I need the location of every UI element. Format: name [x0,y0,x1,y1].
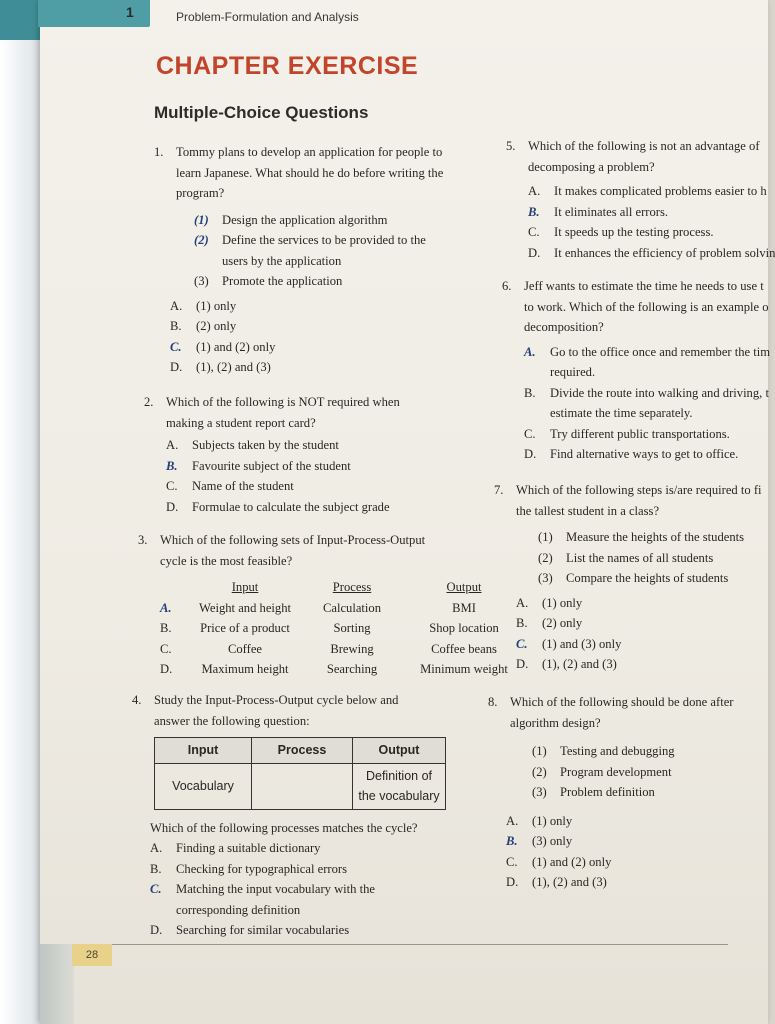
question-stem-line: algorithm design? [510,715,601,730]
question-number: 4. [132,693,142,707]
question-prompt: Which of the following processes matches the cycle? [150,820,418,835]
page-number: 28 [72,944,112,966]
ipo-table-header: Output [353,738,446,764]
question-stem-line: program? [176,186,225,200]
answer-option[interactable]: A. Weight and height Calculation BMI [160,600,476,615]
question-stem-line: Which of the following is NOT required when [166,395,400,409]
question-number: 7. [494,483,504,497]
answer-option[interactable]: A. (1) only [506,813,573,828]
sub-item: (1) Design the application algorithm [194,212,388,227]
answer-option[interactable]: D. Maximum height Searching Minimum weight [160,662,508,676]
answer-option[interactable]: D. Formulae to calculate the subject grade [166,499,390,514]
ipo-table-cell: Definition of the vocabulary [353,763,446,809]
question-stem-line: Which of the following sets of Input-Process-Output [160,533,426,547]
ipo-header-row: Input Process Output [231,580,482,594]
question-6 [524,276,771,465]
question-stem-line: Which of the following should be done after [510,695,734,709]
answer-option[interactable]: B. Divide the route into walking and driving, t [524,385,769,400]
answer-option[interactable]: C. (1) and (2) only [170,339,276,354]
sub-item: (3) Problem definition [532,785,655,799]
question-number: 8. [488,695,498,709]
chapter-tab [38,0,150,27]
ipo-table-header: Input [155,738,252,764]
answer-option[interactable]: A. It makes complicated problems easier to h [528,184,767,198]
answer-option[interactable]: C. (1) and (2) only [506,854,612,869]
question-stem-line: making a student report card? [166,415,316,430]
answer-option[interactable]: C. Matching the input vocabulary with the [150,882,376,896]
chapter-title: CHAPTER EXERCISE [156,52,419,80]
question-stem-line: Tommy plans to develop an application for people to [176,145,443,159]
answer-option[interactable]: B. It eliminates all errors. [528,204,669,219]
answer-option[interactable]: B. Checking for typographical errors [150,861,348,876]
answer-option[interactable]: B. (3) only [506,834,573,848]
question-7 [516,480,764,675]
question-stem-line: to work. Which of the following is an example o [524,299,769,314]
sub-item: (2) Define the services to be provided to the [194,233,426,247]
sub-item: (2) List the names of all students [538,550,714,565]
answer-option[interactable]: A. Finding a suitable dictionary [150,841,321,855]
answer-option[interactable]: D. Find alternative ways to get to office. [524,447,739,461]
question-stem-line: the tallest student in a class? [516,503,660,518]
answer-option[interactable]: A. Subjects taken by the student [166,438,339,452]
sub-item: (1) Measure the heights of the students [538,530,745,544]
question-8 [506,692,764,893]
answer-option[interactable]: D. (1), (2) and (3) [170,360,271,374]
question-stem-line: cycle is the most feasible? [160,553,293,568]
question-stem-line: Which of the following steps is/are required to fi [516,483,762,497]
question-4 [132,690,454,941]
section-title: Multiple-Choice Questions [154,103,369,122]
sub-item: (3) Compare the heights of students [538,571,729,585]
running-head: Problem-Formulation and Analysis [176,10,359,24]
answer-option[interactable]: D. It enhances the efficiency of problem solvin [528,245,775,260]
ipo-table [154,737,446,810]
question-number: 5. [506,139,516,153]
question-stem-line: decomposing a problem? [528,159,655,174]
question-3 [138,530,508,680]
page-stack-tab [0,0,40,40]
answer-option[interactable]: D. (1), (2) and (3) [506,875,607,889]
page-corner-flap [40,944,74,1024]
question-number: 6. [502,279,512,293]
answer-option[interactable]: C. Try different public transportations. [524,426,730,441]
question-1 [154,142,476,378]
ipo-table-cell [252,763,353,809]
answer-option: estimate the time separately. [550,406,693,420]
answer-option[interactable]: B. Price of a product Sorting Shop location [160,621,499,635]
answer-option: corresponding definition [176,902,301,917]
question-2 [144,392,466,517]
question-number: 2. [144,395,154,409]
answer-option[interactable]: C. Coffee Brewing Coffee beans [160,641,497,656]
answer-option[interactable]: D. Searching for similar vocabularies [150,923,350,937]
answer-option[interactable]: B. (2) only [516,616,583,630]
answer-option[interactable]: A. (1) only [516,595,583,610]
question-number: 3. [138,533,148,547]
question-stem-line: Study the Input-Process-Output cycle below and [154,693,399,707]
question-stem-line: learn Japanese. What should he do before writing the [176,165,444,180]
question-stem-line: Jeff wants to estimate the time he needs to use t [524,279,764,293]
sub-item: (1) Testing and debugging [532,744,675,758]
answer-option[interactable]: B. (2) only [170,319,237,333]
answer-option[interactable]: B. Favourite subject of the student [166,458,351,473]
sub-item: users by the application [222,253,342,268]
answer-option[interactable]: A. (1) only [170,298,237,313]
chapter-number: 1 [126,4,134,20]
sub-item: (2) Program development [532,764,672,779]
answer-option[interactable]: C. It speeds up the testing process. [528,225,714,239]
footer-rule [72,944,728,945]
answer-option[interactable]: D. (1), (2) and (3) [516,657,617,671]
question-number: 1. [154,145,164,159]
sub-item: (3) Promote the application [194,274,343,288]
answer-option: required. [550,365,596,379]
ipo-table-cell: Vocabulary [155,763,252,809]
ipo-table-header: Process [252,738,353,764]
answer-option[interactable]: A. Go to the office once and remember the tim [524,344,771,359]
question-5 [528,136,775,263]
question-stem-line: Which of the following is not an advantage of [528,139,760,153]
question-stem-line: answer the following question: [154,713,310,728]
answer-option[interactable]: C. (1) and (3) only [516,636,622,651]
question-stem-line: decomposition? [524,320,604,334]
answer-option[interactable]: C. Name of the student [166,479,294,493]
